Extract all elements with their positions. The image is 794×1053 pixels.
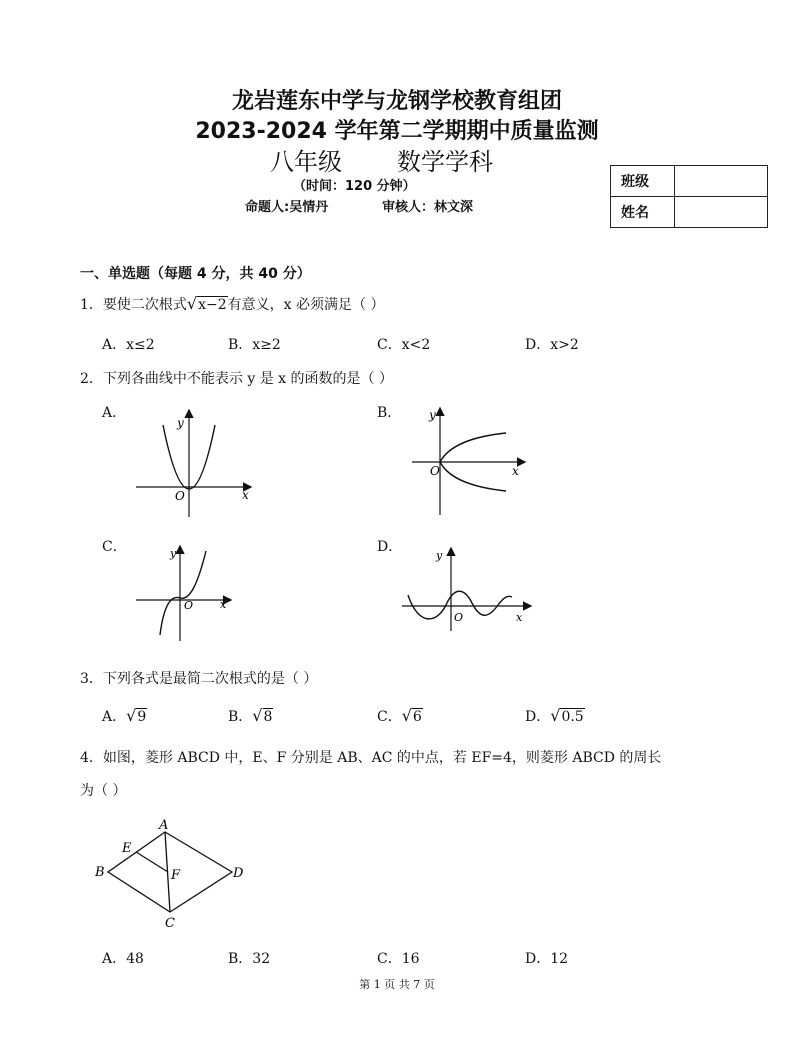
q4-option-b: B．32 xyxy=(228,951,271,967)
q4-option-d: D．12 xyxy=(525,951,569,967)
q3-radicand-c: 6 xyxy=(412,709,422,725)
grade: 八年级 xyxy=(270,148,342,176)
question-4-line1: 4．如图，菱形 ABCD 中，E、F 分别是 AB、AC 的中点，若 EF=4，则菱形 ABCD 的周长 xyxy=(80,750,662,766)
y-label: y xyxy=(429,408,436,422)
origin-label: O xyxy=(184,599,194,612)
graph-d xyxy=(398,545,538,635)
q1-option-c: C．x<2 xyxy=(377,337,431,353)
q3-option-a: A．√9 xyxy=(102,706,147,725)
origin-label: O xyxy=(175,489,185,503)
subject: 数学学科 xyxy=(397,148,493,176)
exam-time: （时间：120 分钟） xyxy=(293,179,416,194)
section-title: 一、单选题（每题 4 分，共 40 分） xyxy=(80,266,311,282)
name-field[interactable] xyxy=(675,197,768,228)
graph-a xyxy=(130,405,260,520)
q1-option-b: B．x≥2 xyxy=(228,337,281,353)
q4-option-a: A．48 xyxy=(102,951,144,967)
curve xyxy=(160,551,206,635)
q1-radical: √x−2 xyxy=(186,294,227,313)
origin-label: O xyxy=(430,464,440,478)
page-footer: 第 1 页 共 7 页 xyxy=(359,978,435,991)
point-d: D xyxy=(233,866,244,881)
point-c: C xyxy=(165,916,175,930)
q4-option-c: C．16 xyxy=(377,951,420,967)
segment-ef xyxy=(136,852,168,872)
q1-post: 有意义，x 必须满足（ ） xyxy=(227,297,385,313)
q1-option-a: A．x≤2 xyxy=(102,337,155,353)
class-label: 班级 xyxy=(611,166,675,197)
q1-radicand: x−2 xyxy=(198,297,227,313)
q2-label-b: B． xyxy=(377,405,402,421)
question-2: 2．下列各曲线中不能表示 y 是 x 的函数的是（ ） xyxy=(80,371,393,387)
q3-option-d: D．√0.5 xyxy=(525,706,584,725)
question-3: 3．下列各式是最简二次根式的是（ ） xyxy=(80,671,318,687)
q2-label-d: D． xyxy=(377,539,403,555)
author: 命题人:吴情丹 xyxy=(245,200,329,215)
q3-option-b: B．√8 xyxy=(228,706,273,725)
q1-option-d: D．x>2 xyxy=(525,337,579,353)
point-a: A xyxy=(159,818,169,833)
graph-c xyxy=(132,543,242,643)
q3-radicand-a: 9 xyxy=(137,709,147,725)
reviewer: 审核人：林文深 xyxy=(382,200,474,215)
question-1 xyxy=(80,294,384,314)
class-field[interactable] xyxy=(675,166,768,197)
q3-radicand-d: 0.5 xyxy=(561,709,584,725)
info-box xyxy=(610,165,768,228)
y-label: y xyxy=(170,547,177,560)
question-4-line2: 为（ ） xyxy=(80,783,127,799)
school-title: 龙岩莲东中学与龙钢学校教育组团 xyxy=(231,89,562,114)
graph-b xyxy=(408,405,538,520)
name-label: 姓名 xyxy=(611,197,675,228)
point-f: F xyxy=(171,868,181,883)
x-label: x xyxy=(242,488,249,502)
origin-label: O xyxy=(454,611,464,624)
x-label: x xyxy=(220,598,227,611)
q3-radicand-b: 8 xyxy=(263,709,273,725)
q3-option-c: C．√6 xyxy=(377,706,422,725)
y-label: y xyxy=(436,549,443,562)
x-label: x xyxy=(512,464,519,478)
q1-pre: 1．要使二次根式 xyxy=(80,297,187,313)
q2-label-c: C． xyxy=(102,539,127,555)
exam-term: 2023-2024 学年第二学期期中质量监测 xyxy=(195,119,599,144)
point-e: E xyxy=(122,841,132,856)
point-b: B xyxy=(95,865,105,880)
rhombus-figure xyxy=(90,815,250,930)
y-label: y xyxy=(177,416,184,430)
q2-label-a: A． xyxy=(102,405,127,421)
x-label: x xyxy=(516,611,523,624)
